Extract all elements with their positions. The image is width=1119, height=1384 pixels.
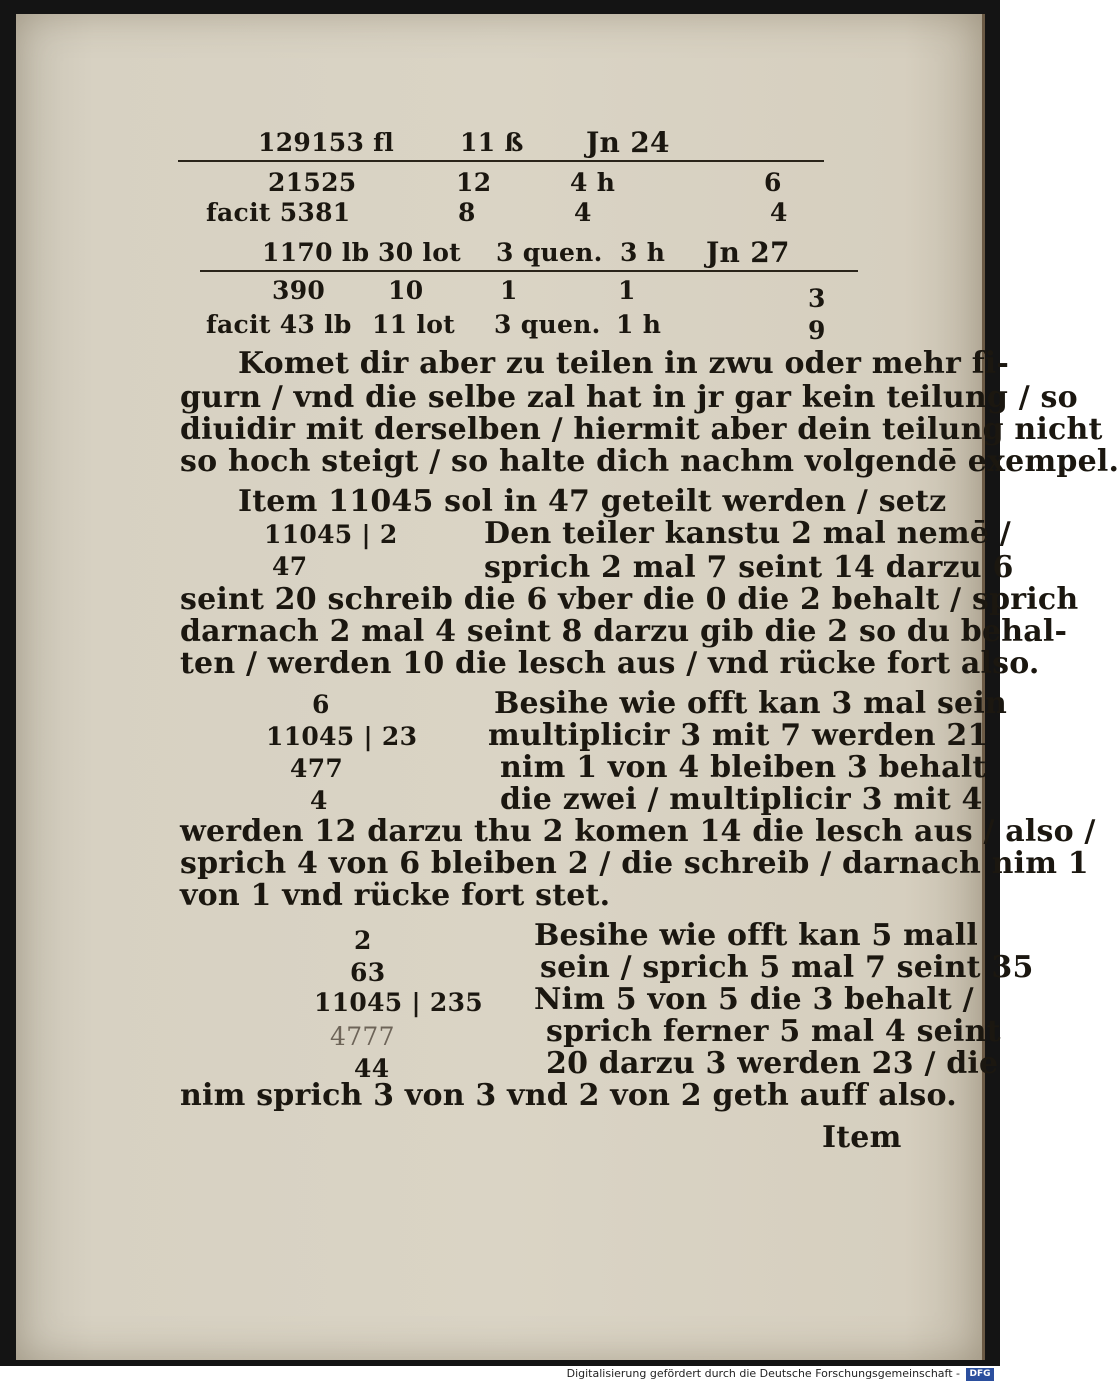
table2-cell: Jn 27 [706,236,790,269]
text-line: gurn / vnd die selbe zal hat in jr gar kein teilung / so [180,380,1078,415]
text-line: von 1 vnd rücke fort stet. [180,878,611,913]
text-line: ten / werden 10 die lesch aus / vnd rücke fort also. [180,646,1040,681]
division-figure: 44 [354,1054,390,1083]
catchword: Item [822,1120,902,1155]
table1-cell: 4 h [570,168,616,197]
text-line: 20 darzu 3 werden 23 / die [546,1046,999,1081]
footer-credit: Digitalisierung gefördert durch die Deutsche Forschungsgemeinschaft - [566,1367,960,1380]
table2-cell: 30 lot [378,238,462,267]
text-line: sprich 4 von 6 bleiben 2 / die schreib / darnach nim 1 [180,846,1089,881]
division-figure: 11045 | 2 [264,520,398,549]
table1-rule [178,160,824,162]
text-line: multiplicir 3 mit 7 werden 21 [488,718,989,753]
table2-cell: 1 [500,276,518,305]
division-figure: 11045 | 235 [314,988,483,1017]
table2-cell: 3 quen. [494,310,601,339]
text-line: Item 11045 sol in 47 geteilt werden / setz [238,484,947,519]
table2-cell: 1 [618,276,636,305]
division-figure: 2 [354,926,372,955]
table1-cell: 21525 [268,168,357,197]
table2-cell: 3 [808,284,826,313]
footer-bar [0,1366,1000,1384]
text-line: sprich ferner 5 mal 4 seint [546,1014,1001,1049]
division-figure: 4 [310,786,328,815]
text-line: darnach 2 mal 4 seint 8 darzu gib die 2 so du behal- [180,614,1068,649]
text-line: Nim 5 von 5 die 3 behalt / [534,982,974,1017]
text-line: sprich 2 mal 7 seint 14 darzu 6 [484,550,1014,585]
text-line: nim sprich 3 von 3 vnd 2 von 2 geth auff also. [180,1078,957,1113]
text-line: so hoch steigt / so halte dich nachm volgendē exempel. [180,444,1119,479]
text-line: sein / sprich 5 mal 7 seint 35 [540,950,1034,985]
table1-cell: 4 [770,198,788,227]
table1-cell: 12 [456,168,492,197]
text-line: Besihe wie offt kan 5 mall [534,918,978,953]
text-line: Besihe wie offt kan 3 mal sein [494,686,1007,721]
text-line: Den teiler kanstu 2 mal nemē / [484,516,1011,551]
table2-cell: 10 [388,276,424,305]
division-figure: 477 [290,754,344,783]
table2-cell: 390 [272,276,326,305]
table1-cell: 4 [574,198,592,227]
dfg-logo-icon: DFG [966,1368,994,1381]
division-figure: 11045 | 23 [266,722,418,751]
table1-cell: 129153 fl [258,128,395,157]
table1-cell: Jn 24 [586,126,670,159]
text-line: werden 12 darzu thu 2 komen 14 die lesch aus / also / [180,814,1096,849]
text-line: Komet dir aber zu teilen in zwu oder mehr fi- [238,346,1010,381]
table2-rule [200,270,858,272]
table1-cell: 11 ß [460,128,524,157]
table2-cell: facit 43 lb [206,310,352,339]
text-line: nim 1 von 4 bleiben 3 behalt [500,750,987,785]
division-figure: 6 [312,690,330,719]
table1-cell: 8 [458,198,476,227]
table2-cell: 3 quen. [496,238,603,267]
table2-cell: 1170 lb [262,238,370,267]
text-line: seint 20 schreib die 6 vber die 0 die 2 behalt / sprich [180,582,1079,617]
table2-cell: 9 [808,316,826,345]
table1-cell: facit 5381 [206,198,351,227]
division-figure: 47 [272,552,308,581]
text-line: diuidir mit derselben / hiermit aber dein teilung nicht [180,412,1103,447]
table2-cell: 11 lot [372,310,456,339]
division-figure: 63 [350,958,386,987]
text-line: die zwei / multiplicir 3 mit 4 [500,782,983,817]
table2-cell: 3 h [620,238,666,267]
table1-cell: 6 [764,168,782,197]
division-figure: 4777 [330,1022,395,1051]
table2-cell: 1 h [616,310,662,339]
